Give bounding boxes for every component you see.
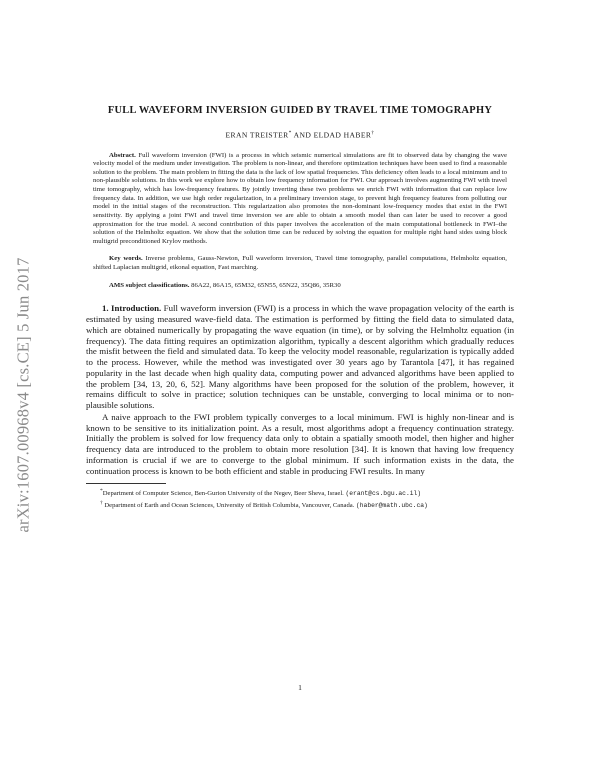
- keywords: [86, 255, 514, 272]
- ams-classifications: [86, 282, 514, 291]
- section-heading: 1. Introduction.: [102, 303, 162, 314]
- ams-text: 86A22, 86A15, 65M32, 65N55, 65N22, 35Q86, 35R30: [191, 281, 341, 289]
- arxiv-id: arXiv:1607.00968v4 [cs.CE] 5 Jun 2017: [14, 257, 34, 533]
- footnote: [86, 487, 514, 499]
- footnote-mark: *: [100, 488, 103, 495]
- author-mark: *: [288, 130, 292, 136]
- paper-page: [86, 104, 514, 510]
- footnote: [86, 499, 514, 511]
- paper-title: FULL WAVEFORM INVERSION GUIDED BY TRAVEL TIME TOMOGRAPHY: [107, 105, 493, 116]
- arxiv-watermark: [12, 215, 36, 575]
- ams-label: AMS subject classifications.: [109, 281, 190, 289]
- abstract-label: Abstract.: [109, 151, 136, 159]
- author-name: ELDAD HABER: [313, 130, 372, 140]
- footnote-email: (haber@math.ubc.ca): [355, 502, 428, 510]
- footnote-email: (erant@cs.bgu.ac.il): [345, 490, 422, 498]
- author-mark: †: [371, 130, 375, 136]
- abstract-text: Full waveform inversion (FWI) is a process in which seismic numerical simulations are fit to observed data by changing the wave velocity model of the medium under investigation. The problem is non-linear, and therefore optimization techniques have been used to find a reasonable solution to the problem. The main problem in fitting the data is the lack of low spatial frequencies. This deficiency often leads to a local minimum and to non-plausible solutions. In this work we explore how to obtain low frequency information for FWI. Our approach involves augmenting FWI with travel time tomography, which has low-frequency features. By jointly inverting these two problems we enrich FWI with information that can replace low frequency data. In addition, we use high order regularization, in a preliminary inversion stage, to prevent high frequency features from polluting our model in the initial stages of the reconstruction. This regularization also promotes the non-dominant low-frequency modes that exist in the FWI sensitivity. By applying a joint FWI and travel time inversion we are able to obtain a smooth model than can later be used to recover a good approximation for the true model. A second contribution of this paper involves the acceleration of the main computational bottleneck in FWI–the solution of the Helmholtz equation. We show that the solution time can be reduced by solving the equation for multiple right hand sides using block multigrid preconditioned Krylov methods.: [93, 151, 507, 245]
- footnote-mark: †: [100, 499, 103, 506]
- author-name: ERAN TREISTER: [225, 130, 289, 140]
- page-number: 1: [298, 683, 302, 692]
- footnote-text: Department of Computer Science, Ben-Gurion University of the Negev, Beer Sheva, Israel.: [102, 490, 344, 498]
- intro-paragraph: [86, 303, 514, 411]
- intro-text: Full waveform inversion (FWI) is a process in which the wave propagation velocity of the earth is estimated by using measured wave-field data. The estimation is performed by fitting the field data to simulated data, which are obtained numerically by propagating the wave equation (in time), or by solving the Helmholtz equation (in frequency). The data fitting requires an optimization algorithm, typically a descent algorithm which gradually reduces the misfit between the field and simulated data. To keep the velocity model reasonable, regularization is typically added to the process. However, while the method was investigated over 30 years ago by Tarantola [47], it has regained popularity in the last decade when high quality data, computing power and advanced algorithms have been applied to the problem [34, 13, 20, 6, 52]. Many algorithms have been proposed for the solution of the problem, however, it remains difficult to solve in practice; solution techniques can be unstable, converging to local minima or to non-plausible solutions.: [86, 303, 514, 411]
- author-line: [86, 128, 514, 141]
- author-joiner: AND: [291, 130, 314, 140]
- abstract: [86, 152, 514, 247]
- footnote-text: Department of Earth and Ocean Sciences, University of British Columbia, Vancouver, Canada.: [102, 502, 355, 510]
- keywords-text: Inverse problems, Gauss-Newton, Full waveform inversion, Travel time tomography, parallel computations, Helmholtz equation, shifted Laplacian multigrid, eikonal equation, Fast marching.: [93, 255, 507, 272]
- introduction-section: [86, 303, 514, 476]
- footnote-rule: [86, 483, 166, 484]
- keywords-label: Key words.: [109, 255, 143, 263]
- intro-paragraph: A naive approach to the FWI problem typically converges to a local minimum. FWI is highly non-linear and is known to be sensitive to its initialization point. As a result, most algorithms adopt a frequency continuation strategy. Initially the problem is solved for low frequency data only to obtain a spatially smooth model, then higher and higher frequency data are introduced to the problem to obtain more resolution [34]. It is known that having low frequency information is crucial if we are to converge to the global minimum. If such information exists in the data, the continuation process is known to be both efficient and stable in producing FWI results. In many: [86, 411, 514, 476]
